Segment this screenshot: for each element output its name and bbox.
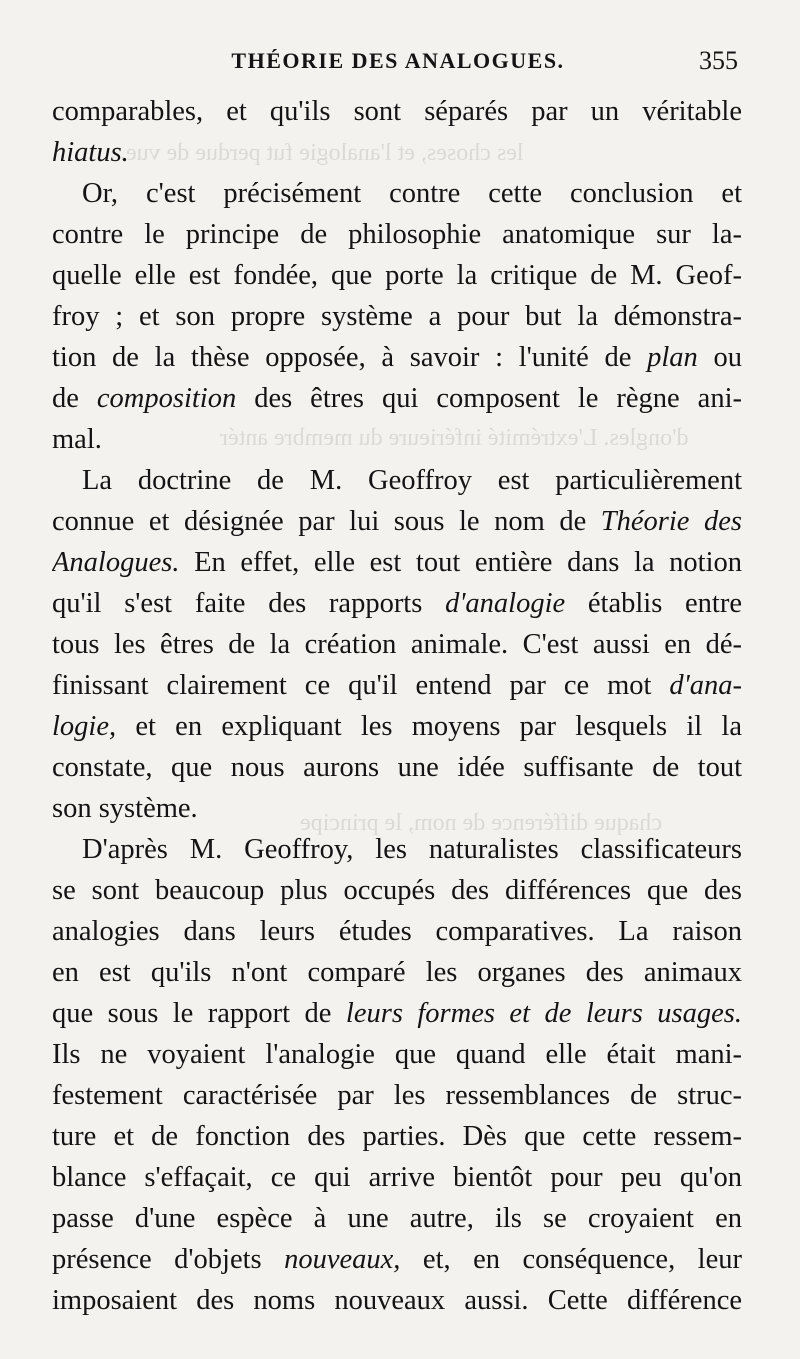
text-line bbox=[52, 1034, 742, 1075]
text-run: de bbox=[52, 383, 97, 414]
text-run: se sont beaucoup plus occupés des différences que des bbox=[52, 875, 742, 906]
text-line bbox=[52, 870, 742, 911]
text-run: contre le principe de philosophie anatomique sur la- bbox=[52, 219, 742, 250]
text-run: en est qu'ils n'ont comparé les organes des animaux bbox=[52, 957, 742, 988]
text-run: tous les êtres de la création animale. C'est aussi en dé- bbox=[52, 629, 742, 660]
italic-text: composition bbox=[96, 383, 237, 414]
page-number: 355 bbox=[699, 46, 738, 75]
text-line bbox=[52, 501, 742, 542]
text-line bbox=[52, 1116, 742, 1157]
italic-text: plan bbox=[647, 342, 698, 373]
text-line bbox=[52, 378, 742, 419]
text-line bbox=[52, 829, 742, 870]
text-run: mal. bbox=[52, 424, 102, 455]
text-run: comparables, et qu'ils sont séparés par un véritable bbox=[52, 96, 742, 127]
text-run: analogies dans leurs études comparatives. La raison bbox=[52, 916, 742, 947]
text-run: froy ; et son propre système a pour but la démonstra- bbox=[52, 301, 742, 332]
body-text bbox=[52, 91, 742, 1321]
text-run: connue et désignée par lui sous le nom de bbox=[52, 506, 601, 537]
page-header bbox=[58, 48, 738, 84]
italic-text: logie, bbox=[52, 711, 117, 742]
text-run: finissant clairement ce qu'il entend par ce mot bbox=[52, 670, 670, 701]
text-run: tion de la thèse opposée, à savoir : l'unité de bbox=[52, 342, 648, 373]
bleed-through-line: les choses, et l'analogie fut perdue de vue. bbox=[120, 140, 524, 166]
text-run: constate, que nous aurons une idée suffisante de tout bbox=[52, 752, 742, 783]
text-run: En effet, elle est tout entière dans la notion bbox=[179, 547, 742, 578]
text-run: blance s'effaçait, ce qui arrive bientôt pour peu qu'on bbox=[52, 1162, 742, 1193]
text-run: quelle elle est fondée, que porte la critique de M. Geof- bbox=[52, 260, 742, 291]
italic-text: leurs formes et de leurs usages. bbox=[345, 998, 742, 1029]
text-line bbox=[52, 1280, 742, 1321]
text-run: passe d'une espèce à une autre, ils se croyaient en bbox=[52, 1203, 742, 1234]
text-line bbox=[52, 911, 742, 952]
text-line bbox=[52, 419, 742, 460]
text-line bbox=[52, 952, 742, 993]
text-run: La doctrine de M. Geoffroy est particulièrement bbox=[82, 465, 742, 496]
text-line bbox=[52, 460, 742, 501]
italic-text: nouveaux, bbox=[284, 1244, 401, 1275]
text-line bbox=[52, 1075, 742, 1116]
text-run: que sous le rapport de bbox=[52, 998, 346, 1029]
text-run: établis entre bbox=[565, 588, 742, 619]
text-run: présence d'objets bbox=[52, 1244, 285, 1275]
italic-text: d'analogie bbox=[445, 588, 566, 619]
italic-text: hiatus. bbox=[52, 137, 129, 168]
text-line bbox=[52, 583, 742, 624]
italic-text: Théorie des bbox=[600, 506, 742, 537]
running-title: THÉORIE DES ANALOGUES. bbox=[231, 48, 565, 73]
italic-text: Analogues. bbox=[52, 547, 180, 578]
text-line bbox=[52, 132, 742, 173]
text-line bbox=[52, 337, 742, 378]
text-run: qu'il s'est faite des rapports bbox=[52, 588, 446, 619]
text-line bbox=[52, 788, 742, 829]
text-line bbox=[52, 747, 742, 788]
text-run: imposaient des noms nouveaux aussi. Cette différence bbox=[52, 1285, 742, 1316]
text-line bbox=[52, 706, 742, 747]
text-line bbox=[52, 1157, 742, 1198]
text-run: ou bbox=[697, 342, 742, 373]
bleed-through-line: chaque différence de nom, le principe bbox=[300, 810, 663, 836]
text-run: et, en conséquence, leur bbox=[400, 1244, 742, 1275]
text-line bbox=[52, 296, 742, 337]
text-line bbox=[52, 993, 742, 1034]
text-line bbox=[52, 1198, 742, 1239]
text-run: des êtres qui composent le règne ani- bbox=[236, 383, 742, 414]
text-run: et en expliquant les moyens par lesquels il la bbox=[116, 711, 742, 742]
text-line bbox=[52, 1239, 742, 1280]
bleed-through-line: d'ongles. L'extrémité inférieure du membre antér bbox=[220, 425, 689, 451]
text-run: Or, c'est précisément contre cette conclusion et bbox=[82, 178, 742, 209]
text-run: son système. bbox=[52, 793, 198, 824]
text-run: festement caractérisée par les ressemblances de struc- bbox=[52, 1080, 742, 1111]
text-line bbox=[52, 542, 742, 583]
text-line bbox=[52, 255, 742, 296]
text-line bbox=[52, 91, 742, 132]
italic-text: d'ana- bbox=[669, 670, 742, 701]
text-line bbox=[52, 624, 742, 665]
text-run: D'après M. Geoffroy, les naturalistes classificateurs bbox=[82, 834, 742, 865]
text-line bbox=[52, 665, 742, 706]
text-line bbox=[52, 214, 742, 255]
text-line bbox=[52, 173, 742, 214]
text-run: ture et de fonction des parties. Dès que cette ressem- bbox=[52, 1121, 742, 1152]
text-run: Ils ne voyaient l'analogie que quand elle était mani- bbox=[52, 1039, 742, 1070]
